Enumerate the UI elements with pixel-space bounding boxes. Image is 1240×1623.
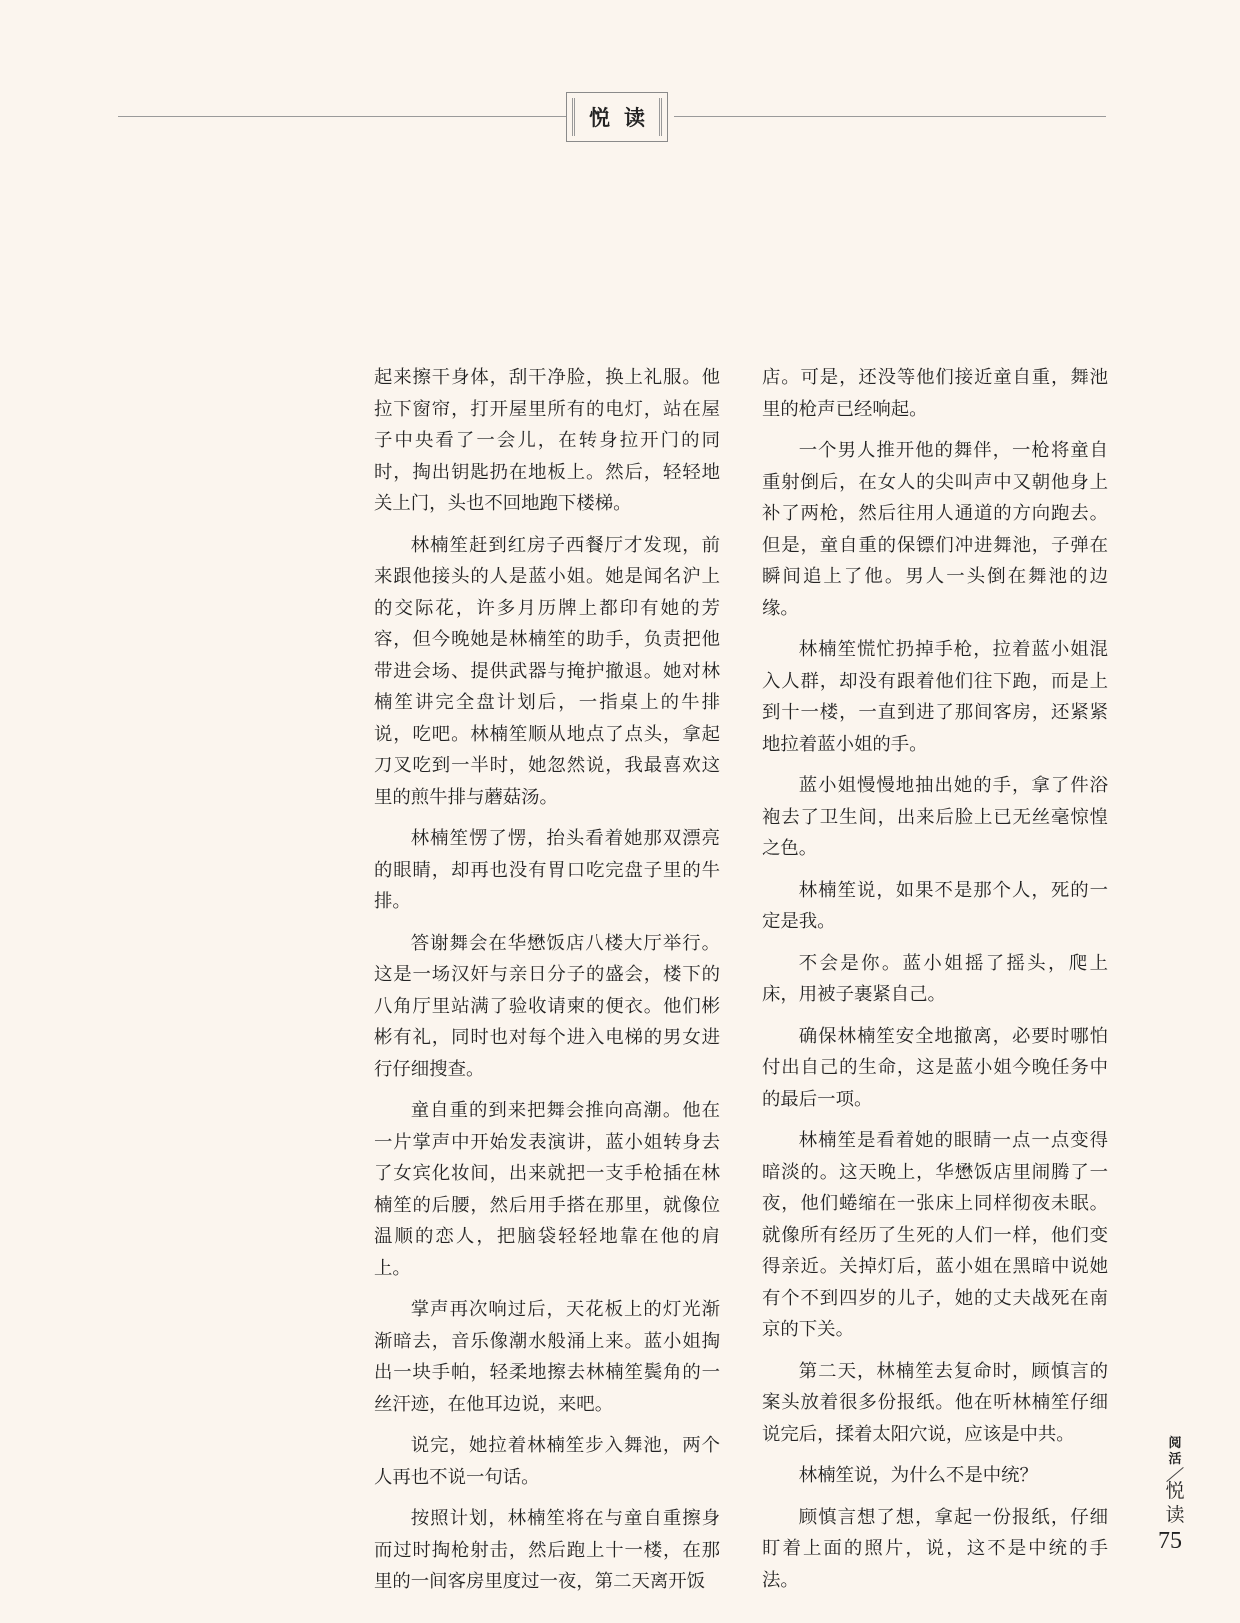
paragraph: 不会是你。蓝小姐摇了摇头，爬上床，用被子裹紧自己。: [762, 952, 1108, 1005]
paragraph: 顾慎言想了想，拿起一份报纸，仔细盯着上面的照片，说，这不是中统的手法。: [762, 1506, 1108, 1591]
running-footer-label: [1160, 1436, 1190, 1527]
paragraph: 林楠笙慌忙扔掉手枪，拉着蓝小姐混入人群，却没有跟着他们往下跑，而是上到十一楼，一直到进了那间客房，还紧紧地拉着蓝小姐的手。: [762, 639, 1108, 755]
section-header-box: [566, 92, 668, 142]
paragraph: 说完，她拉着林楠笙步入舞池，两个人再也不说一句话。: [374, 1435, 720, 1488]
paragraph: 林楠笙是看着她的眼睛一点一点变得暗淡的。这天晚上，华懋饭店里闹腾了一夜，他们蜷缩在一张床上同样彻夜未眠。就像所有经历了生死的人们一样，他们变得亲近。关掉灯后，蓝小姐在黑暗中说她有个不到四岁的儿子，她的丈夫战死在南京的下关。: [762, 1130, 1108, 1340]
right-column: [762, 362, 1108, 1606]
paragraph: 按照计划，林楠笙将在与童自重擦身而过时掏枪射击，然后跑上十一楼，在那里的一间客房里度过一夜，第二天离开饭: [374, 1508, 720, 1592]
section-header-frame: [572, 98, 662, 136]
paragraph: 一个男人推开他的舞伴，一枪将童自重射倒后，在女人的尖叫声中又朝他身上补了两枪，然后往用人通道的方向跑去。但是，童自重的保镖们冲进舞池，子弹在瞬间追上了他。男人一头倒在舞池的边缘。: [762, 440, 1108, 619]
header-rule-left: [118, 116, 566, 117]
paragraph: 蓝小姐慢慢地抽出她的手，拿了件浴袍去了卫生间，出来后脸上已无丝毫惊惶之色。: [762, 775, 1108, 859]
paragraph: 童自重的到来把舞会推向高潮。他在一片掌声中开始发表演讲，蓝小姐转身去了女宾化妆间，出来就把一支手枪插在林楠笙的后腰，然后用手搭在那里，就像位温顺的恋人，把脑袋轻轻地靠在他的肩上。: [374, 1100, 720, 1279]
paragraph: 起来擦干身体，刮干净脸，换上礼服。他拉下窗帘，打开屋里所有的电灯，站在屋子中央看了一会儿，在转身拉开门的同时，掏出钥匙扔在地板上。然后，轻轻地关上门，头也不回地跑下楼梯。: [374, 367, 720, 514]
footer-section-name: 悦 读: [1165, 1480, 1185, 1526]
header-rule-right: [674, 116, 1106, 117]
paragraph: 答谢舞会在华懋饭店八楼大厅举行。这是一场汉奸与亲日分子的盛会，楼下的八角厅里站满了验收请柬的便衣。他们彬彬有礼，同时也对每个进入电梯的男女进行仔细搜查。: [374, 932, 720, 1080]
paragraph: 林楠笙赶到红房子西餐厅才发现，前来跟他接头的人是蓝小姐。她是闻名沪上的交际花，许多月历牌上都印有她的芳容，但今晚她是林楠笙的助手，负责把他带进会场、提供武器与掩护撤退。她对林楠笙讲完全盘计划后，一指桌上的牛排说，吃吧。林楠笙顺从地点了点头，拿起刀叉吃到一半时，她忽然说，我最喜欢这里的煎牛排与蘑菇汤。: [374, 534, 720, 808]
paragraph: 掌声再次响过后，天花板上的灯光渐渐暗去，音乐像潮水般涌上来。蓝小姐掏出一块手帕，轻柔地擦去林楠笙鬓角的一丝汗迹，在他耳边说，来吧。: [374, 1299, 720, 1415]
paragraph: 林楠笙说，为什么不是中统？: [798, 1465, 1038, 1486]
paragraph: 第二天，林楠笙去复命时，顾慎言的案头放着很多份报纸。他在听林楠笙仔细说完后，揉着太阳穴说，应该是中共。: [762, 1360, 1108, 1445]
paragraph: 林楠笙说，如果不是那个人，死的一定是我。: [762, 879, 1108, 932]
page-number: 75: [1158, 1528, 1182, 1554]
paragraph: 确保林楠笙安全地撤离，必要时哪怕付出自己的生命，这是蓝小姐今晚任务中的最后一项。: [762, 1025, 1108, 1110]
paragraph: 林楠笙愣了愣，抬头看着她那双漂亮的眼睛，却再也没有胃口吃完盘子里的牛排。: [374, 828, 720, 912]
section-title: 悦读: [589, 105, 659, 130]
left-column: [374, 362, 720, 1608]
magazine-name: 阅 活: [1168, 1436, 1182, 1467]
paragraph: 店。可是，还没等他们接近童自重，舞池里的枪声已经响起。: [762, 367, 1108, 420]
